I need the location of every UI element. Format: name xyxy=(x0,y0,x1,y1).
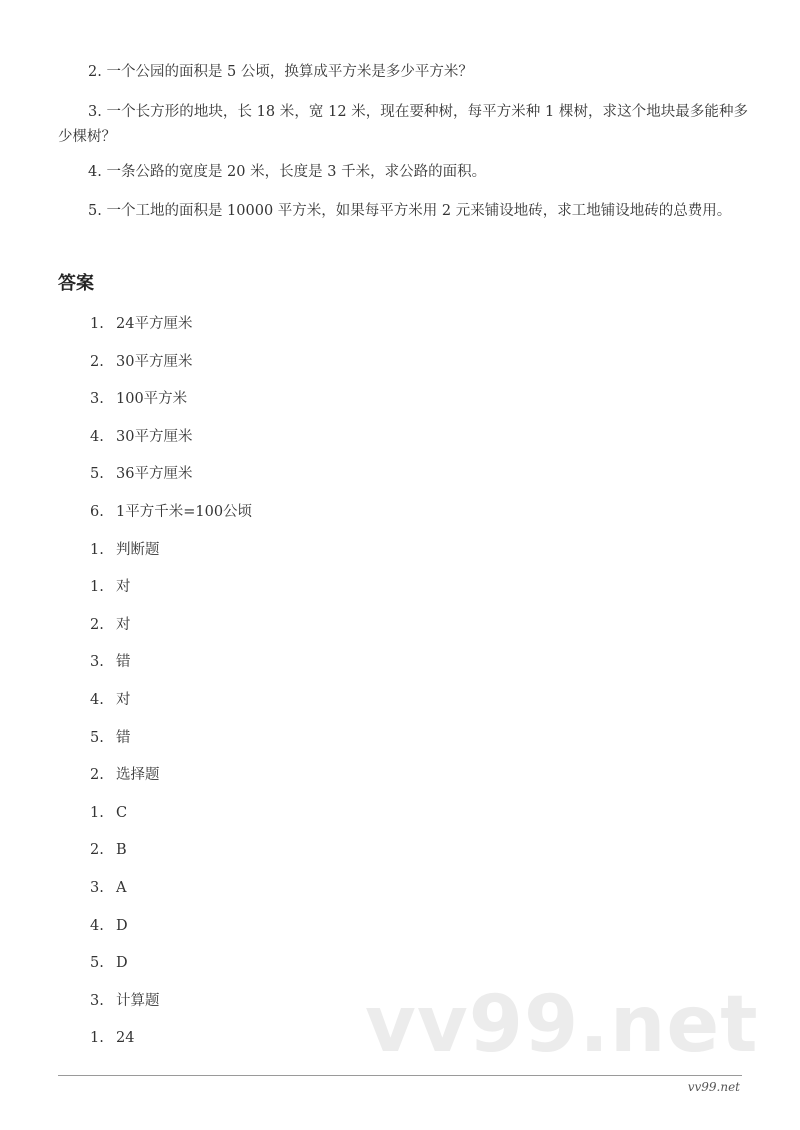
question-2 xyxy=(58,60,748,85)
answer-text: 对 xyxy=(116,691,131,708)
answer-item xyxy=(90,312,252,350)
section-title xyxy=(90,763,252,801)
answer-text: 对 xyxy=(116,616,131,633)
answer-text: 30平方厘米 xyxy=(116,428,193,445)
footer-divider xyxy=(58,1075,742,1076)
answer-number: 3. xyxy=(90,391,104,408)
question-number: 5. xyxy=(88,203,102,219)
question-number: 3. xyxy=(88,104,102,120)
answer-item xyxy=(90,914,252,952)
answer-number: 5. xyxy=(90,729,104,746)
answer-item xyxy=(90,688,252,726)
answer-text: B xyxy=(116,842,127,859)
answers-list xyxy=(90,312,252,1064)
answer-number: 3. xyxy=(90,654,104,671)
section-title xyxy=(90,538,252,576)
question-number: 4. xyxy=(88,164,102,180)
answer-number: 4. xyxy=(90,428,104,445)
question-text: 一个公园的面积是 5 公顷，换算成平方米是多少平方米？ xyxy=(106,64,473,80)
answer-item xyxy=(90,726,252,764)
answer-item xyxy=(90,575,252,613)
question-3 xyxy=(58,100,748,150)
question-4 xyxy=(58,160,748,185)
answer-number: 1. xyxy=(90,1030,104,1047)
answer-item xyxy=(90,951,252,989)
answer-number: 1. xyxy=(90,579,104,596)
answer-number: 1. xyxy=(90,804,104,821)
section-number: 2. xyxy=(90,767,104,784)
answer-number: 2. xyxy=(90,353,104,370)
answer-text: A xyxy=(116,879,127,896)
question-number: 2. xyxy=(88,64,102,80)
answer-number: 6. xyxy=(90,503,104,520)
answer-item xyxy=(90,613,252,651)
answer-item xyxy=(90,838,252,876)
answer-item xyxy=(90,801,252,839)
answer-item xyxy=(90,350,252,388)
answer-text: C xyxy=(116,804,128,821)
answer-number: 2. xyxy=(90,842,104,859)
answer-text: 36平方厘米 xyxy=(116,466,193,483)
answer-text: D xyxy=(116,917,128,934)
footer-site-label: vv99.net xyxy=(687,1080,740,1094)
answer-text: 对 xyxy=(116,579,131,596)
answer-item xyxy=(90,876,252,914)
answer-text: D xyxy=(116,955,128,972)
question-text: 一个工地的面积是 10000 平方米，如果每平方米用 2 元来铺设地砖，求工地铺设地砖的总费用。 xyxy=(106,203,732,219)
answer-number: 5. xyxy=(90,955,104,972)
answer-item xyxy=(90,425,252,463)
answer-number: 4. xyxy=(90,691,104,708)
question-5 xyxy=(58,199,748,224)
question-text: 一个长方形的地块，长 18 米，宽 12 米，现在要种树，每平方米种 1 棵树，求这个地块最多能种多少棵树？ xyxy=(58,104,749,145)
answers-heading: 答案 xyxy=(58,273,94,294)
answer-item xyxy=(90,650,252,688)
answer-item xyxy=(90,387,252,425)
answer-item xyxy=(90,462,252,500)
watermark: vv99.net xyxy=(365,980,759,1070)
answer-text: 30平方厘米 xyxy=(116,353,193,370)
section-number: 3. xyxy=(90,992,104,1009)
section-text: 计算题 xyxy=(116,992,160,1009)
answer-number: 5. xyxy=(90,466,104,483)
answer-item xyxy=(90,1026,252,1064)
section-number: 1. xyxy=(90,541,104,558)
question-text: 一条公路的宽度是 20 米，长度是 3 千米，求公路的面积。 xyxy=(106,164,487,180)
answer-text: 错 xyxy=(116,729,131,746)
answer-text: 24 xyxy=(116,1030,135,1047)
answer-number: 2. xyxy=(90,616,104,633)
answer-text: 错 xyxy=(116,654,131,671)
answer-item xyxy=(90,500,252,538)
answer-text: 24平方厘米 xyxy=(116,316,193,332)
section-title xyxy=(90,989,252,1027)
answer-text: 1平方千米=100公顷 xyxy=(116,503,253,520)
answer-text: 100平方米 xyxy=(116,391,188,408)
answer-number: 4. xyxy=(90,917,104,934)
answer-number: 1. xyxy=(90,316,104,332)
answer-number: 3. xyxy=(90,879,104,896)
section-text: 选择题 xyxy=(116,767,160,784)
section-text: 判断题 xyxy=(116,541,160,558)
